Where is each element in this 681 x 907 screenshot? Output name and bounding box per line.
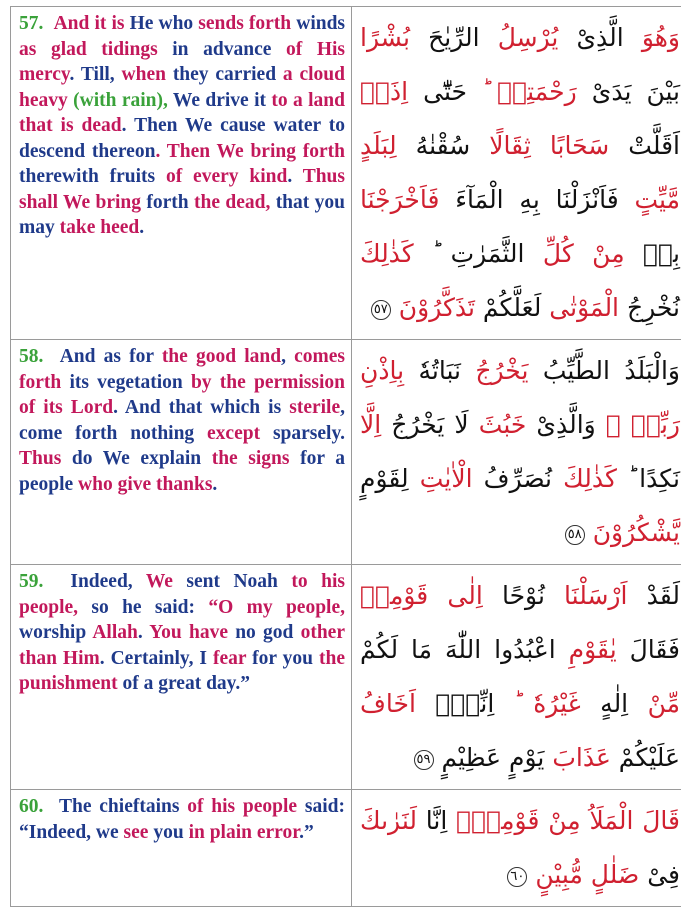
arabic-text-segment: مِّنْ: [628, 689, 680, 718]
english-text-segment: that you may: [19, 192, 345, 239]
english-text-segment: .: [138, 622, 149, 643]
arabic-text-segment: الطَّيِّبُ: [528, 356, 610, 385]
english-text-segment: . Then We cause water to descend thereon: [19, 115, 345, 162]
arabic-text-segment: الَّذِىْ: [558, 23, 623, 52]
arabic-text-segment: ؕ حَتّٰٓى: [408, 77, 482, 106]
english-text-segment: you: [153, 822, 188, 843]
arabic-text-segment: نُصَرِّفُ: [473, 464, 553, 493]
arabic-text-segment: الْمَلَاُ: [581, 806, 634, 835]
arabic-text-segment: الْمَوْتٰى: [541, 293, 619, 322]
verse-row-57: [11, 7, 681, 340]
ayah-marker-60: ٦٠: [507, 867, 527, 887]
arabic-text-segment: مِنْ قَوْمِهٖۤ: [447, 806, 580, 835]
english-text-segment: as: [19, 39, 51, 60]
english-text-segment: no god: [235, 622, 300, 643]
english-text-segment: Indeed,: [70, 571, 145, 592]
ayah-marker-58: ٥٨: [565, 525, 585, 545]
arabic-text-segment: فَقَالَ: [617, 635, 680, 664]
english-text-segment: see: [124, 822, 154, 843]
ayah-marker-57: ٥٧: [371, 300, 391, 320]
english-text-segment: its vegetation: [69, 372, 191, 393]
verse-57-arabic: [352, 7, 681, 340]
english-text-segment: ,: [281, 346, 294, 367]
arabic-text-segment: كَذٰلِكَ: [552, 464, 617, 493]
english-text-segment: .: [212, 474, 217, 495]
arabic-text-segment: بَيْنَ يَدَىْ: [577, 77, 680, 106]
english-text-segment: of every kind: [166, 166, 287, 187]
arabic-text-segment: يَوْمٍ عَظِيْمٍ: [434, 743, 545, 772]
english-text-segment: You have: [149, 622, 235, 643]
arabic-text-segment: اَخَافُ: [360, 689, 416, 718]
english-text-segment: . Then We bring forth: [155, 141, 345, 162]
english-text-segment: The chieftains: [59, 796, 187, 817]
verse-60-arabic: [352, 790, 681, 907]
english-text-segment: .: [139, 217, 144, 238]
arabic-text-segment: نُوْحًا: [483, 581, 545, 610]
english-text-segment: of: [286, 39, 317, 60]
english-text-segment: . And that which is: [113, 397, 289, 418]
arabic-text-segment: عَلَيْكُمْ: [611, 743, 680, 772]
arabic-text-segment: اعْبُدُوا اللّٰهَ: [432, 635, 556, 664]
arabic-text-segment: كَذٰلِكَ: [360, 239, 414, 268]
arabic-text-segment: مَّيِّتٍ: [619, 185, 680, 214]
english-text-segment: And it is: [54, 13, 130, 34]
english-text-segment: the signs: [212, 448, 300, 469]
english-text-segment: “Indeed, we: [19, 822, 124, 843]
arabic-text-segment: ؕ اِنِّىْۤ: [416, 689, 514, 718]
english-text-segment: Thus: [19, 448, 72, 469]
english-text-segment: take heed: [60, 217, 140, 238]
english-text-segment: Thus shall We bring: [19, 166, 345, 213]
arabic-text-segment: بِاِذْنِ رَبِّهٖ: [360, 356, 680, 439]
english-text-segment: sparsely.: [273, 423, 345, 444]
english-text-segment: .”: [299, 822, 314, 843]
arabic-text-segment: وَهُوَ: [624, 23, 680, 52]
verse-number: 60.: [19, 796, 43, 817]
english-text-segment: fear: [213, 648, 252, 669]
english-text-segment: of a great day.”: [123, 673, 250, 694]
arabic-text-segment: لَنَرٰٮكَ: [360, 806, 417, 835]
english-text-segment: people,: [286, 597, 345, 618]
arabic-text-segment: بِهِ الْمَآءَ: [439, 185, 539, 214]
english-text-segment: , come forth nothing: [19, 397, 345, 444]
english-text-segment: who give thanks: [78, 474, 212, 495]
arabic-text-segment: رَحْمَتِهٖ: [482, 77, 577, 106]
english-text-segment: sent Noah: [186, 571, 291, 592]
english-text-segment: his people,: [19, 571, 345, 618]
english-text-segment: other than Him: [19, 622, 345, 669]
arabic-text-segment: سَحَابًا ثِقَالًا: [470, 131, 609, 160]
arabic-text-segment: عَذَابَ: [544, 743, 610, 772]
verse-57-english: [11, 7, 352, 340]
verse-58-english: [11, 340, 352, 565]
arabic-text-segment: اَقَلَّتْ: [609, 131, 680, 160]
english-text-segment: said:: [305, 796, 345, 817]
english-text-segment: heavy: [19, 90, 73, 111]
arabic-text-segment: مَا لَكُمْ: [360, 635, 432, 664]
english-text-segment: of his people: [187, 796, 305, 817]
arabic-text-segment: خَبُثَ: [469, 410, 527, 439]
english-text-segment: And as for: [60, 346, 162, 367]
english-text-segment: do We explain: [72, 448, 212, 469]
english-text-segment: a: [283, 64, 300, 85]
english-text-segment: in plain error: [189, 822, 300, 843]
verse-row-60: [11, 790, 681, 907]
arabic-text-segment: الرِّيٰحَ: [410, 23, 480, 52]
english-text-segment: sends forth: [198, 13, 296, 34]
arabic-text-segment: ضَلٰلٍ مُّبِيْنٍ: [527, 860, 639, 889]
arabic-text-segment: لَا يَخْرُجُ: [381, 410, 468, 439]
verse-row-59: [11, 565, 681, 790]
english-text-segment: worship: [19, 622, 92, 643]
english-text-segment: the punishment: [19, 648, 345, 695]
arabic-text-segment: تَذَكَّرُوْنَ: [391, 293, 475, 322]
verses-table: [10, 6, 681, 907]
arabic-text-segment: نَكِدًا ؕ: [617, 464, 680, 493]
arabic-text-segment: اَرْسَلْنَا: [545, 581, 628, 610]
arabic-text-segment: اِنَّا: [417, 806, 447, 835]
english-text-segment: We: [146, 571, 187, 592]
english-text-segment: We drive it: [173, 90, 271, 111]
verse-number: 59.: [19, 571, 43, 592]
english-text-segment: .: [287, 166, 302, 187]
arabic-text-segment: اِلٰهٍ: [581, 689, 628, 718]
arabic-text-segment: نَبَاتُهٗ: [404, 356, 461, 385]
arabic-text-segment: فِىْ: [639, 860, 680, 889]
english-text-segment: sterile: [289, 397, 340, 418]
english-text-segment: (with rain),: [73, 90, 173, 111]
verse-58-arabic: [352, 340, 681, 565]
arabic-text-segment: الْاٰيٰتِ: [409, 464, 473, 493]
english-text-segment: so he said:: [91, 597, 208, 618]
arabic-text-segment: يَخْرُجُ: [461, 356, 528, 385]
english-text-segment: therewith fruits: [19, 166, 166, 187]
arabic-text-segment: لَعَلَّكُمْ: [475, 293, 541, 322]
arabic-text-segment: وَالْبَلَدُ: [610, 356, 680, 385]
arabic-text-segment: نُخْرِجُ: [619, 293, 680, 322]
english-text-segment: Allah: [92, 622, 138, 643]
english-text-segment: . Certainly, I: [100, 648, 213, 669]
verse-row-58: [11, 340, 681, 565]
english-text-segment: . Till,: [70, 64, 122, 85]
english-text-segment: He who: [130, 13, 199, 34]
arabic-text-segment: لِبَلَدٍ: [360, 131, 397, 160]
english-text-segment: they carried: [173, 64, 283, 85]
arabic-text-segment: اِذَاۤ: [360, 77, 408, 106]
verse-number: 57.: [19, 13, 43, 34]
arabic-text-segment: قَالَ: [633, 806, 680, 835]
english-text-segment: “O my: [208, 597, 286, 618]
arabic-text-segment: ۚ وَالَّذِىْ: [526, 410, 606, 439]
verse-59-english: [11, 565, 352, 790]
arabic-text-segment: غَيْرُهٗ: [514, 689, 581, 718]
english-text-segment: comes forth: [19, 346, 345, 393]
arabic-text-segment: يُرْسِلُ: [480, 23, 559, 52]
arabic-text-segment: مِنْ كُلِّ: [524, 239, 624, 268]
english-text-segment: in advance: [172, 39, 286, 60]
verse-60-english: [11, 790, 352, 907]
english-text-segment: to: [291, 571, 321, 592]
english-text-segment: the good land: [162, 346, 281, 367]
arabic-text-segment: بُشْرًا: [360, 23, 410, 52]
english-text-segment: to a land: [271, 90, 345, 111]
verse-59-arabic: [352, 565, 681, 790]
arabic-text-segment: لِقَوْمٍ: [360, 464, 409, 493]
arabic-text-segment: اِلَّا: [360, 410, 381, 439]
english-text-segment: the dead,: [194, 192, 276, 213]
arabic-text-segment: بِهٖ: [625, 239, 680, 268]
english-text-segment: winds: [296, 13, 345, 34]
english-text-segment: when: [122, 64, 173, 85]
ayah-marker-59: ٥٩: [414, 750, 434, 770]
english-text-segment: His mercy: [19, 39, 345, 86]
english-text-segment: by the permission of its Lord: [19, 372, 345, 419]
arabic-text-segment: فَاَخْرَجْنَا: [360, 185, 439, 214]
arabic-text-segment: يَّشْكُرُوْنَ: [585, 518, 680, 547]
arabic-text-segment: يٰقَوْمِ: [556, 635, 617, 664]
arabic-text-segment: اِلٰى قَوْمِهٖ: [360, 581, 483, 610]
english-text-segment: that is dead: [19, 115, 122, 136]
english-text-segment: forth: [146, 192, 194, 213]
arabic-text-segment: لَقَدْ: [627, 581, 680, 610]
arabic-text-segment: سُقْنٰهُ: [397, 131, 471, 160]
english-text-segment: glad tidings: [51, 39, 172, 60]
arabic-text-segment: فَاَنْزَلْنَا: [540, 185, 619, 214]
english-text-segment: cloud: [299, 64, 345, 85]
english-text-segment: for a people: [19, 448, 345, 495]
verse-number: 58.: [19, 346, 43, 367]
arabic-text-segment: الثَّمَرٰتِ ؕ: [414, 239, 525, 268]
english-text-segment: except: [207, 423, 273, 444]
english-text-segment: for you: [252, 648, 319, 669]
